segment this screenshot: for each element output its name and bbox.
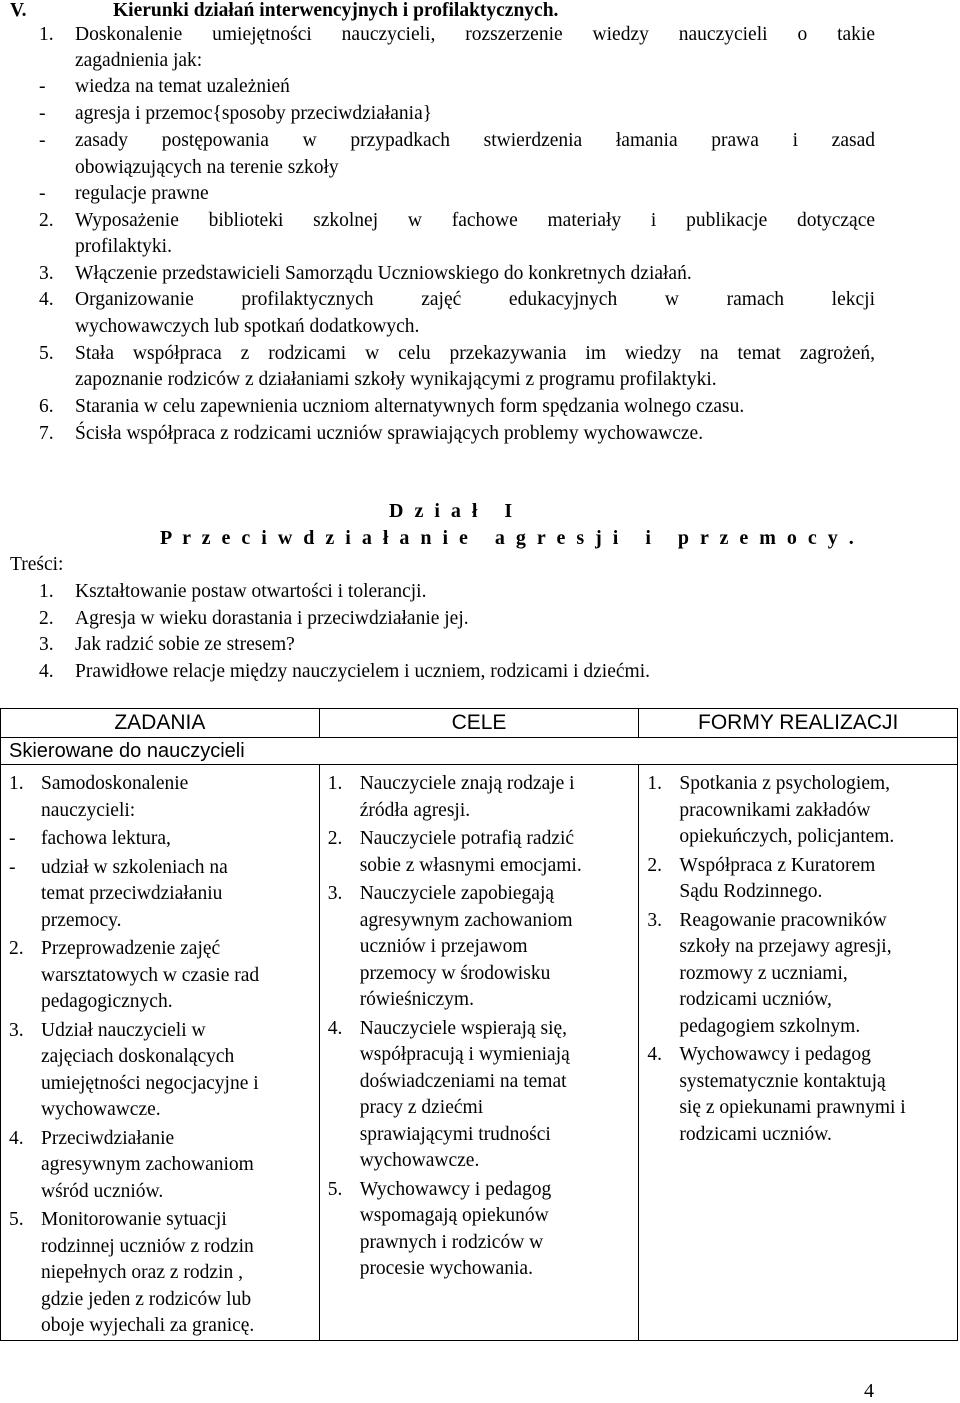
zadania-item-text bbox=[41, 771, 319, 824]
zadania-item-line: zajęciach doskonalących bbox=[41, 1046, 235, 1067]
zadania-item-text bbox=[41, 936, 319, 1016]
cele-item-text bbox=[360, 1177, 639, 1283]
cele-item-line: procesie wychowania. bbox=[359, 1258, 533, 1279]
formy-item-line: rodzicami uczniów. bbox=[679, 1123, 832, 1145]
sub-item: agresja i przemoc{sposoby przeciwdziałania} bbox=[75, 103, 433, 124]
formy-item-text bbox=[679, 1042, 957, 1148]
cele-item-line: współpracują i wymieniają bbox=[359, 1044, 570, 1065]
list-item-line: Wyposażenie biblioteki szkolnej w fachowe materiały i publikacje dotyczące bbox=[75, 210, 875, 231]
dzial-subheading-text: P r z e c i w d z i a ł a n i e a g r e s j i i p r z e m o c y . bbox=[160, 527, 857, 549]
zadania-item-line: udział w szkoleniach na bbox=[41, 856, 228, 878]
cele-item bbox=[328, 826, 639, 879]
section-v-label: V. bbox=[10, 0, 27, 21]
list-item-line: Starania w celu zapewnienia uczniom alternatywnych form spędzania wolnego czasu. bbox=[75, 396, 745, 417]
formy-item-line: rodzicami uczniów, bbox=[679, 989, 832, 1010]
zadania-item-line: przemocy. bbox=[41, 909, 122, 931]
formy-item bbox=[647, 853, 957, 906]
formy-cell bbox=[639, 765, 958, 1341]
zadania-item-number: 1. bbox=[9, 773, 24, 794]
tresci-label: Treści: bbox=[10, 554, 64, 575]
cele-item-text bbox=[360, 1016, 639, 1175]
tresci-item-number: 2. bbox=[39, 608, 54, 629]
bullet-dash: - bbox=[39, 76, 46, 97]
formy-item-line: Reagowanie pracowników bbox=[679, 909, 887, 931]
zadania-item-line: rodzinnej uczniów z rodzin bbox=[41, 1235, 254, 1257]
formy-item-line: Spotkania z psychologiem, bbox=[679, 773, 891, 794]
formy-item-line: pedagogiem szkolnym. bbox=[679, 1015, 861, 1037]
tresci-item: Jak radzić sobie ze stresem? bbox=[75, 634, 295, 655]
cele-item-line: prawnych i rodziców w bbox=[359, 1231, 544, 1253]
list-item-line: zapoznanie rodziców z działaniami szkoły wynikającymi z programu profilaktyki. bbox=[75, 369, 717, 390]
zadania-item-text bbox=[41, 826, 319, 853]
zadania-item bbox=[9, 1126, 319, 1206]
formy-item-text bbox=[679, 853, 957, 906]
cele-item-line: sobie z własnymi emocjami. bbox=[359, 854, 582, 876]
cele-item-line: przemocy w środowisku bbox=[359, 962, 551, 984]
formy-item-line: Sądu Rodzinnego. bbox=[679, 881, 823, 902]
zadania-item-text bbox=[41, 855, 319, 935]
cele-item-line: rówieśniczym. bbox=[359, 989, 474, 1010]
formy-item-line: szkoły na przejawy agresji, bbox=[679, 936, 892, 957]
zadania-item-line: Udział nauczycieli w bbox=[41, 1019, 206, 1041]
cele-item-line: źródła agresji. bbox=[359, 799, 471, 821]
zadania-item-line: nauczycieli: bbox=[41, 799, 136, 821]
zadania-item-line: temat przeciwdziałaniu bbox=[41, 883, 223, 904]
formy-item-line: opiekuńczych, policjantem. bbox=[679, 826, 895, 847]
cele-item-line: Nauczyciele zapobiegają bbox=[359, 883, 555, 904]
zadania-item-line: Monitorowanie sytuacji bbox=[41, 1209, 227, 1230]
zadania-item-line: wśród uczniów. bbox=[41, 1180, 164, 1202]
zadania-item-text bbox=[41, 1207, 319, 1340]
zadania-item bbox=[9, 826, 319, 853]
list-item-line: Stała współpraca z rodzicami w celu przekazywania im wiedzy na temat zagrożeń, bbox=[75, 343, 875, 364]
list-item-line: Organizowanie profilaktycznych zajęć edukacyjnych w ramach lekcji bbox=[75, 289, 875, 310]
formy-item-number: 2. bbox=[647, 854, 662, 876]
formy-item-line: Wychowawcy i pedagog bbox=[679, 1044, 871, 1065]
zadania-item-text bbox=[41, 1126, 319, 1206]
zadania-item-line: agresywnym zachowaniom bbox=[41, 1154, 254, 1175]
zadania-item-line: niepełnych oraz z rodzin , bbox=[41, 1262, 243, 1283]
cele-item-line: Nauczyciele potrafią radzić bbox=[359, 828, 575, 849]
list-item-line: zagadnienia jak: bbox=[75, 50, 203, 71]
cele-item-line: sprawiającymi trudności bbox=[359, 1123, 551, 1145]
cele-item-text bbox=[360, 881, 639, 1014]
list-item-number: 1. bbox=[39, 24, 54, 45]
page-number: 4 bbox=[864, 1380, 874, 1402]
cele-item bbox=[328, 1177, 639, 1283]
list-item-number: 5. bbox=[39, 343, 54, 364]
list-item-line: Ścisła współpraca z rodzicami uczniów sprawiających problemy wychowawcze. bbox=[75, 423, 704, 444]
zadania-item-number: - bbox=[9, 828, 16, 849]
cele-item-line: Nauczyciele wspierają się, bbox=[359, 1017, 568, 1039]
zadania-item-line: umiejętności negocjacyjne i bbox=[41, 1072, 259, 1094]
sub-item: regulacje prawne bbox=[75, 183, 209, 204]
cele-item-line: uczniów i przejawom bbox=[359, 936, 528, 957]
tresci-item: Kształtowanie postaw otwartości i tolerancji. bbox=[75, 581, 427, 602]
zadania-item-line: warsztatowych w czasie rad bbox=[41, 964, 260, 986]
zadania-item-line: gdzie jeden z rodziców lub bbox=[41, 1288, 252, 1310]
cele-item-number: 4. bbox=[327, 1017, 343, 1039]
cele-item-number: 2. bbox=[327, 828, 343, 849]
zadania-item-number: 2. bbox=[9, 938, 24, 959]
cele-item-line: Nauczyciele znają rodzaje i bbox=[359, 773, 575, 794]
cele-item-number: 3. bbox=[327, 883, 343, 904]
table-row bbox=[1, 765, 958, 1341]
cele-item-line: Wychowawcy i pedagog bbox=[359, 1178, 552, 1200]
section-v-title: Kierunki działań interwencyjnych i profilaktycznych. bbox=[113, 0, 559, 21]
tresci-item: Agresja w wieku dorastania i przeciwdziałanie jej. bbox=[75, 608, 469, 629]
cele-item-text bbox=[360, 771, 639, 824]
zadania-item-line: wychowawcze. bbox=[41, 1099, 161, 1120]
bullet-dash: - bbox=[39, 130, 46, 151]
cele-item-text bbox=[360, 826, 639, 879]
table-group-row bbox=[1, 738, 958, 765]
zadania-item bbox=[9, 771, 319, 824]
dzial-heading bbox=[389, 500, 515, 523]
formy-item-line: rozmowy z uczniami, bbox=[679, 962, 848, 984]
zadania-item-number: 5. bbox=[9, 1209, 24, 1230]
list-item-number: 4. bbox=[39, 289, 54, 310]
tresci-item-number: 4. bbox=[39, 661, 54, 682]
zadania-item-line: Samodoskonalenie bbox=[41, 773, 189, 794]
sub-item: zasady postępowania w przypadkach stwierdzenia łamania prawa i zasad bbox=[75, 130, 875, 151]
zadania-item-line: Przeciwdziałanie bbox=[41, 1127, 175, 1149]
formy-item-line: się z opiekunami prawnymi i bbox=[679, 1097, 906, 1118]
formy-item-text bbox=[679, 908, 957, 1041]
cele-item-line: wychowawcze. bbox=[359, 1150, 480, 1171]
list-item-line: Włączenie przedstawicieli Samorządu Uczniowskiego do konkretnych działań. bbox=[75, 263, 692, 284]
list-item-line: profilaktyki. bbox=[75, 236, 172, 257]
tresci-item-number: 1. bbox=[39, 581, 54, 602]
table-header-row bbox=[1, 709, 958, 738]
header-formy: FORMY REALIZACJI bbox=[639, 709, 958, 738]
list-item-number: 2. bbox=[39, 210, 54, 231]
bullet-dash: - bbox=[39, 103, 46, 124]
cele-cell bbox=[319, 765, 639, 1341]
list-item-line: wychowawczych lub spotkań dodatkowych. bbox=[75, 316, 420, 337]
tresci-item: Prawidłowe relacje między nauczycielem i uczniem, rodzicami i dziećmi. bbox=[75, 661, 650, 682]
formy-item bbox=[647, 908, 957, 1041]
dzial-heading-text: D z i a ł I bbox=[389, 500, 516, 522]
zadania-item-line: fachowa lektura, bbox=[41, 828, 171, 849]
zadania-item-text bbox=[41, 1018, 319, 1124]
header-zadania: ZADANIA bbox=[1, 709, 320, 738]
group-label: Skierowane do nauczycieli bbox=[1, 738, 958, 765]
cele-item bbox=[328, 881, 639, 1014]
bullet-dash: - bbox=[39, 183, 46, 204]
dzial-subheading bbox=[160, 527, 857, 550]
zadania-item-number: 3. bbox=[9, 1019, 24, 1041]
cele-item-line: wspomagają opiekunów bbox=[359, 1205, 549, 1226]
zadania-item-line: oboje wyjechali za granicę. bbox=[41, 1315, 255, 1336]
zadania-item-number: 4. bbox=[9, 1127, 24, 1149]
cele-item-number: 5. bbox=[327, 1178, 343, 1200]
zadania-item-line: pedagogicznych. bbox=[41, 991, 173, 1012]
sub-item-continued: obowiązujących na terenie szkoły bbox=[75, 157, 339, 178]
cele-item-line: pracy z dziećmi bbox=[359, 1097, 484, 1118]
cele-item bbox=[328, 1016, 639, 1175]
formy-item-line: pracownikami zakładów bbox=[679, 799, 871, 821]
tasks-table bbox=[0, 708, 958, 1341]
cele-item-line: doświadczeniami na temat bbox=[359, 1070, 567, 1092]
zadania-item-number: - bbox=[9, 856, 16, 878]
list-item-number: 6. bbox=[39, 396, 54, 417]
tresci-item-number: 3. bbox=[39, 634, 54, 655]
sub-item: wiedza na temat uzależnień bbox=[75, 76, 290, 97]
formy-item bbox=[647, 771, 957, 851]
formy-item-number: 1. bbox=[647, 773, 662, 794]
formy-item bbox=[647, 1042, 957, 1148]
list-item-line: Doskonalenie umiejętności nauczycieli, rozszerzenie wiedzy nauczycieli o takie bbox=[75, 24, 875, 45]
formy-item-line: systematycznie kontaktują bbox=[679, 1070, 886, 1092]
formy-item-number: 4. bbox=[647, 1044, 662, 1065]
zadania-item bbox=[9, 1018, 319, 1124]
cele-item-line: agresywnym zachowaniom bbox=[359, 909, 573, 931]
list-item-number: 3. bbox=[39, 263, 54, 284]
zadania-cell bbox=[1, 765, 320, 1341]
formy-item-number: 3. bbox=[647, 909, 662, 931]
zadania-item-line: Przeprowadzenie zajęć bbox=[41, 938, 221, 959]
zadania-item bbox=[9, 1207, 319, 1340]
list-item-number: 7. bbox=[39, 423, 54, 444]
header-cele: CELE bbox=[319, 709, 639, 738]
cele-item-number: 1. bbox=[327, 773, 343, 794]
zadania-item bbox=[9, 855, 319, 935]
formy-item-line: Współpraca z Kuratorem bbox=[679, 854, 876, 876]
zadania-item bbox=[9, 936, 319, 1016]
cele-item bbox=[328, 771, 639, 824]
formy-item-text bbox=[679, 771, 957, 851]
